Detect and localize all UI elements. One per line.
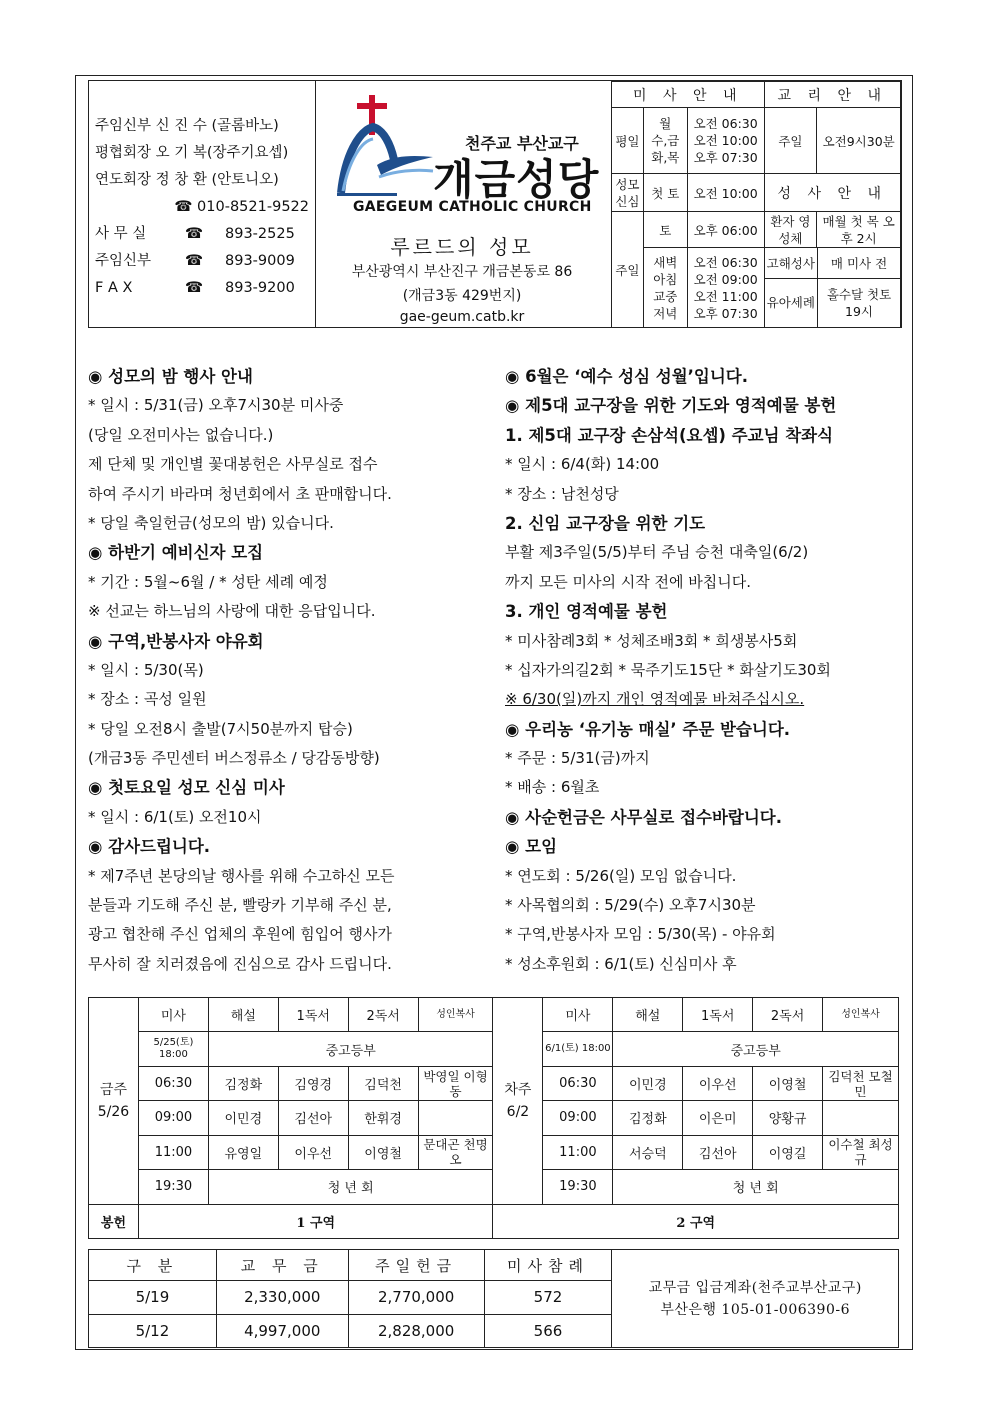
fin-cell: 2,330,000 — [216, 1281, 348, 1314]
catechism-day: 주일 — [764, 108, 817, 174]
this-week-label: 금주 5/26 — [89, 998, 139, 1205]
next-week-sat-time: 6/1(토) 18:00 — [543, 1032, 613, 1066]
fin-cell: 566 — [484, 1314, 612, 1347]
fax-line: F A X ☎ 893-9200 — [95, 275, 313, 302]
header-reading1: 1독서 — [683, 998, 753, 1032]
left-announcement-line: 무사히 잘 치러졌음에 진심으로 감사 드립니다. — [88, 954, 392, 973]
next-week-sat-group: 중고등부 — [613, 1032, 899, 1066]
left-announcement-line: 분들과 기도해 주신 분, 빨랑카 기부해 주신 분, — [88, 896, 392, 915]
fin-cell: 2,828,000 — [348, 1314, 484, 1347]
church-name-korean: 개금성당 — [433, 155, 600, 204]
name-cell: 김정화 — [613, 1101, 683, 1135]
saturday-time: 오후 06:00 — [687, 212, 764, 248]
name-cell: 양황규 — [753, 1101, 823, 1135]
yeondo-line: 연도회장 정 창 환 (안토니오) — [95, 172, 279, 188]
header-reading1: 1독서 — [278, 998, 348, 1032]
right-announcement-heading: 1. 제5대 교구장 손삼석(요셉) 주교님 착좌식 — [505, 425, 834, 445]
left-announcement-line: 광고 협찬해 주신 업체의 후원에 힘입어 행사가 — [88, 925, 392, 944]
announcements-right — [505, 362, 905, 979]
address-line2: (개금3동 429번지) — [402, 288, 522, 304]
name-cell: 김영경 — [278, 1066, 348, 1100]
liturgy-roster-table — [88, 997, 899, 1239]
fin-cell: 4,997,000 — [216, 1314, 348, 1347]
name-cell: 이영철 — [753, 1066, 823, 1100]
phone-icon: ☎ — [185, 226, 204, 242]
phone-icon: ☎ — [185, 253, 204, 269]
left-announcement-heading: ◉ 구역,반봉사자 야유회 — [88, 631, 264, 651]
name-cell: 이민경 — [208, 1101, 278, 1135]
header-commentator: 해설 — [208, 998, 278, 1032]
name-cell: 서승덕 — [613, 1135, 683, 1169]
left-announcement-line: * 당일 축일헌금(성모의 밤) 있습니다. — [88, 513, 334, 532]
sick-communion-time: 매월 첫 목 오후 2시 — [817, 212, 901, 248]
left-announcement-heading: ◉ 첫토요일 성모 신심 미사 — [88, 778, 285, 798]
header-reading2: 2독서 — [753, 998, 823, 1032]
catechism-title: 교 리 안 내 — [764, 82, 900, 108]
right-announcement-line: * 주문 : 5/31(금)까지 — [505, 749, 650, 768]
fin-cell: 5/19 — [89, 1281, 217, 1314]
office-phone: 사 무 실 ☎ 893-2525 — [95, 221, 313, 248]
time-cell: 06:30 — [543, 1066, 613, 1100]
name-cell: 이우선 — [278, 1135, 348, 1169]
fin-cell: 572 — [484, 1281, 612, 1314]
catechism-time: 오전9시30분 — [817, 108, 901, 174]
time-cell: 09:00 — [138, 1101, 208, 1135]
sunday-mass-names: 새벽 아침 교중 저녁 — [643, 248, 687, 328]
left-announcement-heading: ◉ 하반기 예비신자 모집 — [88, 543, 264, 563]
left-announcement-heading: ◉ 감사드립니다. — [88, 837, 211, 857]
left-announcement-line: (당일 오전미사는 없습니다.) — [88, 425, 274, 444]
fin-header-sunday-offering: 주일헌금 — [348, 1250, 484, 1281]
pastor-phone: 주임신부 ☎ 893-9009 — [95, 248, 313, 275]
staff-info — [95, 113, 313, 302]
pastor-line: 주임신부 신 진 수 (골롬바노) — [95, 118, 279, 134]
offering-label: 봉헌 — [89, 1204, 139, 1238]
time-cell: 11:00 — [138, 1135, 208, 1169]
heart-devotion-time: 오전 10:00 — [687, 174, 764, 212]
right-announcement-line: * 미사참례3회 * 성체조배3회 * 희생봉사5회 — [505, 631, 798, 650]
name-cell: 김정화 — [208, 1066, 278, 1100]
announcements-left — [88, 362, 493, 979]
right-announcement-line: * 성소후원회 : 6/1(토) 신심미사 후 — [505, 954, 737, 973]
server-cell: 박영일 이형동 — [418, 1066, 493, 1100]
right-announcement-heading: ◉ 우리농 ‘유기농 매실’ 주문 받습니다. — [505, 719, 791, 739]
right-announcement-line: 까지 모든 미사의 시작 전에 바칩니다. — [505, 572, 751, 591]
website-url: gae-geum.catb.kr — [399, 309, 525, 325]
weekday-times: 오전 06:30 오전 10:00 오후 07:30 — [687, 108, 764, 174]
right-announcement-line: ※ 6/30(일)까지 개인 영적예물 바쳐주십시오. — [505, 690, 805, 709]
left-announcement-line: 하여 주시기 바라며 청년회에서 초 판매합니다. — [88, 484, 392, 503]
left-announcement-line: 제 단체 및 개인별 꽃대봉헌은 사무실로 접수 — [88, 455, 378, 474]
header-altar-server: 성인복사 — [418, 998, 493, 1032]
server-cell: 이수철 최성규 — [823, 1135, 899, 1169]
mass-schedule-table — [611, 81, 901, 328]
left-announcement-line: * 당일 오전8시 출발(7시50분까지 탑승) — [88, 719, 353, 738]
fin-cell: 5/12 — [89, 1314, 217, 1347]
church-logo-area — [315, 81, 609, 327]
server-cell — [418, 1101, 493, 1135]
name-cell: 김선아 — [683, 1135, 753, 1169]
sacraments-cell — [764, 248, 900, 328]
left-announcement-line: * 기간 : 5월~6월 / * 성탄 세례 예정 — [88, 572, 328, 591]
left-announcement-heading: ◉ 성모의 밤 행사 안내 — [88, 367, 253, 386]
name-cell: 한휘경 — [348, 1101, 418, 1135]
left-announcement-line: * 제7주년 본당의날 행사를 위해 수고하신 모든 — [88, 866, 395, 885]
church-name-english: GAEGEUM CATHOLIC CHURCH — [353, 199, 592, 215]
left-announcement-line: ※ 선교는 하느님의 사랑에 대한 응답입니다. — [88, 602, 376, 621]
name-cell: 이우선 — [683, 1066, 753, 1100]
address-line1: 부산광역시 부산진구 개금본동로 86 — [351, 264, 573, 280]
name-cell: 이영길 — [753, 1135, 823, 1169]
sick-communion-label: 환자 영성체 — [764, 212, 817, 248]
left-announcement-line: * 장소 : 곡성 일원 — [88, 690, 207, 709]
right-announcement-line: * 장소 : 남천성당 — [505, 484, 619, 503]
time-cell: 11:00 — [543, 1135, 613, 1169]
confession-label: 고해성사 — [765, 248, 818, 278]
next-week-offering: 2 구역 — [493, 1204, 899, 1238]
this-week-sat-group: 중고등부 — [208, 1032, 493, 1066]
left-announcement-line: (개금3동 주민센터 버스정류소 / 당감동방향) — [88, 749, 380, 768]
right-announcement-heading: ◉ 6월은 ‘예수 성심 성월’입니다. — [505, 367, 748, 386]
header-altar-server: 성인복사 — [823, 998, 899, 1032]
heart-devotion-label: 성모신심 — [612, 174, 644, 212]
evening-group: 청 년 회 — [613, 1170, 899, 1204]
server-cell: 문대곤 천명오 — [418, 1135, 493, 1169]
name-cell: 이민경 — [613, 1066, 683, 1100]
sacraments-inner — [765, 248, 900, 327]
header-commentator: 해설 — [613, 998, 683, 1032]
account-info: 교무금 입금계좌(천주교부산교구) 부산은행 105-01-006390-6 — [612, 1250, 899, 1348]
right-announcement-heading: 2. 신임 교구장을 위한 기도 — [505, 513, 706, 533]
name-cell: 이영철 — [348, 1135, 418, 1169]
evening-group: 청 년 회 — [208, 1170, 493, 1204]
phone-icon: ☎ — [185, 280, 204, 296]
name-cell: 이은미 — [683, 1101, 753, 1135]
mass-info-title: 미 사 안 내 — [612, 82, 765, 108]
right-announcement-heading: ◉ 모임 — [505, 837, 558, 857]
weekday-label: 평일 — [612, 108, 644, 174]
left-announcement-line: * 일시 : 5/30(목) — [88, 660, 204, 679]
right-announcement-line: * 구역,반봉사자 모임 : 5/30(목) - 야유회 — [505, 925, 776, 944]
time-cell: 06:30 — [138, 1066, 208, 1100]
right-announcement-line: 부활 제3주일(5/5)부터 주님 승천 대축일(6/2) — [505, 543, 809, 562]
name-cell: 김덕천 — [348, 1066, 418, 1100]
server-cell: 김덕천 모철민 — [823, 1066, 899, 1100]
sunday-mass-times: 오전 06:30 오전 09:00 오전 11:00 오후 07:30 — [687, 248, 764, 328]
right-announcement-line: * 일시 : 6/4(화) 14:00 — [505, 455, 660, 474]
fin-header-category: 구 분 — [89, 1250, 217, 1281]
left-announcement-line: * 일시 : 6/1(토) 오전10시 — [88, 807, 262, 826]
right-announcement-heading: ◉ 제5대 교구장을 위한 기도와 영적예물 봉헌 — [505, 396, 837, 416]
server-cell — [823, 1101, 899, 1135]
confession-time: 매 미사 전 — [818, 248, 900, 278]
patron-saint: 루르드의 성모 — [390, 235, 534, 259]
this-week-sat-time: 5/25(토) 18:00 — [138, 1032, 208, 1066]
diocese-name: 천주교 부산교구 — [465, 134, 579, 153]
fin-header-dues: 교 무 금 — [216, 1250, 348, 1281]
mobile-line: ☎ 010-8521-9522 — [174, 199, 309, 215]
evening-time: 19:30 — [543, 1170, 613, 1204]
next-week-label: 차주 6/2 — [493, 998, 543, 1205]
this-week-offering: 1 구역 — [138, 1204, 493, 1238]
fin-cell: 2,770,000 — [348, 1281, 484, 1314]
header — [88, 80, 902, 328]
sunday-label: 주일 — [612, 212, 644, 328]
infant-baptism-time: 홀수달 첫토 19시 — [818, 278, 900, 327]
weekday-days: 월 수,금 화,목 — [643, 108, 687, 174]
time-cell: 09:00 — [543, 1101, 613, 1135]
right-announcement-heading: 3. 개인 영적예물 봉헌 — [505, 602, 668, 622]
name-cell: 김선아 — [278, 1101, 348, 1135]
church-logo-icon — [333, 95, 443, 205]
header-mass: 미사 — [543, 998, 613, 1032]
right-announcement-line: * 연도회 : 5/26(일) 모임 없습니다. — [505, 866, 737, 885]
name-cell: 유영일 — [208, 1135, 278, 1169]
council-line: 평협회장 오 기 복(장주기요셉) — [95, 145, 289, 161]
left-announcement-line: * 일시 : 5/31(금) 오후7시30분 미사중 — [88, 396, 344, 415]
header-reading2: 2독서 — [348, 998, 418, 1032]
header-mass: 미사 — [138, 998, 208, 1032]
infant-baptism-label: 유아세례 — [765, 278, 818, 327]
right-announcement-line: * 십자가의길2회 * 묵주기도15단 * 화살기도30회 — [505, 660, 831, 679]
evening-time: 19:30 — [138, 1170, 208, 1204]
right-announcement-heading: ◉ 사순헌금은 사무실로 접수바랍니다. — [505, 807, 782, 827]
fin-header-attendance: 미사참례 — [484, 1250, 612, 1281]
heart-devotion-day: 첫 토 — [643, 174, 687, 212]
sacraments-title: 성 사 안 내 — [764, 174, 900, 212]
saturday-day: 토 — [643, 212, 687, 248]
right-announcement-line: * 배송 : 6월초 — [505, 778, 600, 797]
right-announcement-line: * 사목협의회 : 5/29(수) 오후7시30분 — [505, 896, 756, 915]
finance-table — [88, 1249, 899, 1348]
